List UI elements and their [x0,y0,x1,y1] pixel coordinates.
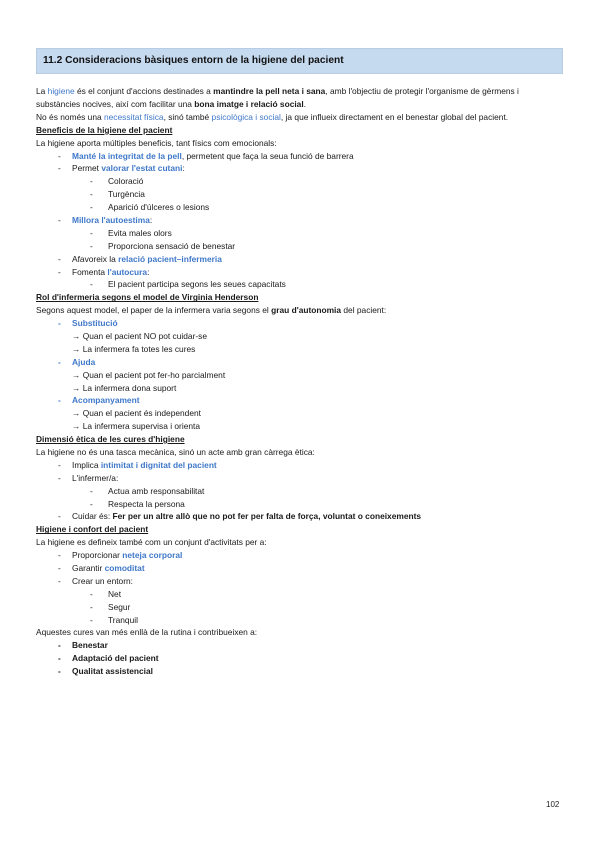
list-subitem: - Respecta la persona [90,498,185,509]
list-item: - Garantir comoditat [58,563,145,573]
list-item: - Fomenta l'autocura: [58,266,150,277]
list-subitem: - Net [90,588,122,599]
list-subitem: → La infermera fa totes les cures [72,343,196,354]
intro-paragraph-2: No és només una necessitat física, sinó també psicològica i social, ja que influeix directament en el benestar global del pacient. [36,111,509,122]
heading-henderson: Rol d'infermeria segons el model de Virginia Henderson [36,292,259,303]
benefits-intro: La higiene aporta múltiples beneficis, tant físics com emocionals: [36,137,277,148]
page-number: 102 [546,800,560,809]
list-item: - Crear un entorn: [58,575,133,586]
heading-benefits: Beneficis de la higiene del pacient [36,124,173,135]
henderson-intro: Segons aquest model, el paper de la infermera varia segons el grau d'autonomia del pacient: [36,305,387,316]
list-item: - Cuidar és: Fer per un altre allò que no pot fer per falta de força, voluntat o coneixements [58,511,422,522]
list-subitem: → Quan el pacient és independent [72,408,201,419]
list-item: - Manté la integritat de la pell, permetent que faça la seua funció de barrera [58,150,354,161]
list-item: - Qualitat assistencial [58,666,153,677]
list-item: - Adaptació del pacient [58,653,159,664]
comfort-intro: La higiene es defineix també com un conjunt d'activitats per a: [36,537,267,548]
list-subitem: - Evita males olors [90,227,172,238]
list-item: - Afavoreix la relació pacient–infermeria [58,253,222,264]
list-subitem: → La infermera dona suport [72,382,177,393]
list-subitem: - Proporciona sensació de benestar [90,240,236,251]
heading-comfort: Higiene i confort del pacient [36,524,149,535]
ethics-intro: La higiene no és una tasca mecànica, sinó un acte amb gran càrrega ètica: [36,446,315,457]
list-subitem: - Actua amb responsabilitat [90,485,205,496]
list-item: - Implica intimitat i dignitat del pacient [58,459,217,470]
list-item: - Millora l'autoestima: [58,214,153,225]
list-subitem: - Turgència [90,189,145,200]
list-subitem: - Coloració [90,176,144,187]
content [36,85,564,678]
comfort-outro: Aquestes cures van més enllà de la rutina i contribueixen a: [36,627,258,638]
list-subitem: → La infermera supervisa i orienta [72,421,201,432]
list-item: - Substitució [58,318,118,329]
list-item: - Acompanyament [58,395,140,406]
list-subitem: - Segur [90,601,131,612]
list-subitem: → Quan el pacient pot fer-ho parcialment [72,369,226,380]
heading-ethics: Dimensió ètica de les cures d'higiene [36,434,185,445]
list-subitem: - Tranquil [90,614,138,625]
list-item: - Ajuda [58,356,96,367]
list-item: - Proporcionar neteja corporal [58,550,183,561]
section-title: 11.2 Consideracions bàsiques entorn de la higiene del pacient [43,55,344,66]
list-item: - Permet valorar l'estat cutani: [58,163,185,174]
intro-paragraph-1: La higiene és el conjunt d'accions destinades a mantindre la pell neta i sana, amb l'objectiu de protegir l'organisme de gèrmens i substàncies nocives, així com facilitar una bona imatge i relació social. [36,86,519,109]
list-item: - L'infermer/a: [58,472,119,483]
list-subitem: - El pacient participa segons les seues capacitats [90,279,286,290]
list-item: - Benestar [58,640,108,651]
section-title-bar [36,48,563,74]
list-subitem: - Aparició d'úlceres o lesions [90,202,210,213]
list-subitem: → Quan el pacient NO pot cuidar-se [72,330,207,341]
